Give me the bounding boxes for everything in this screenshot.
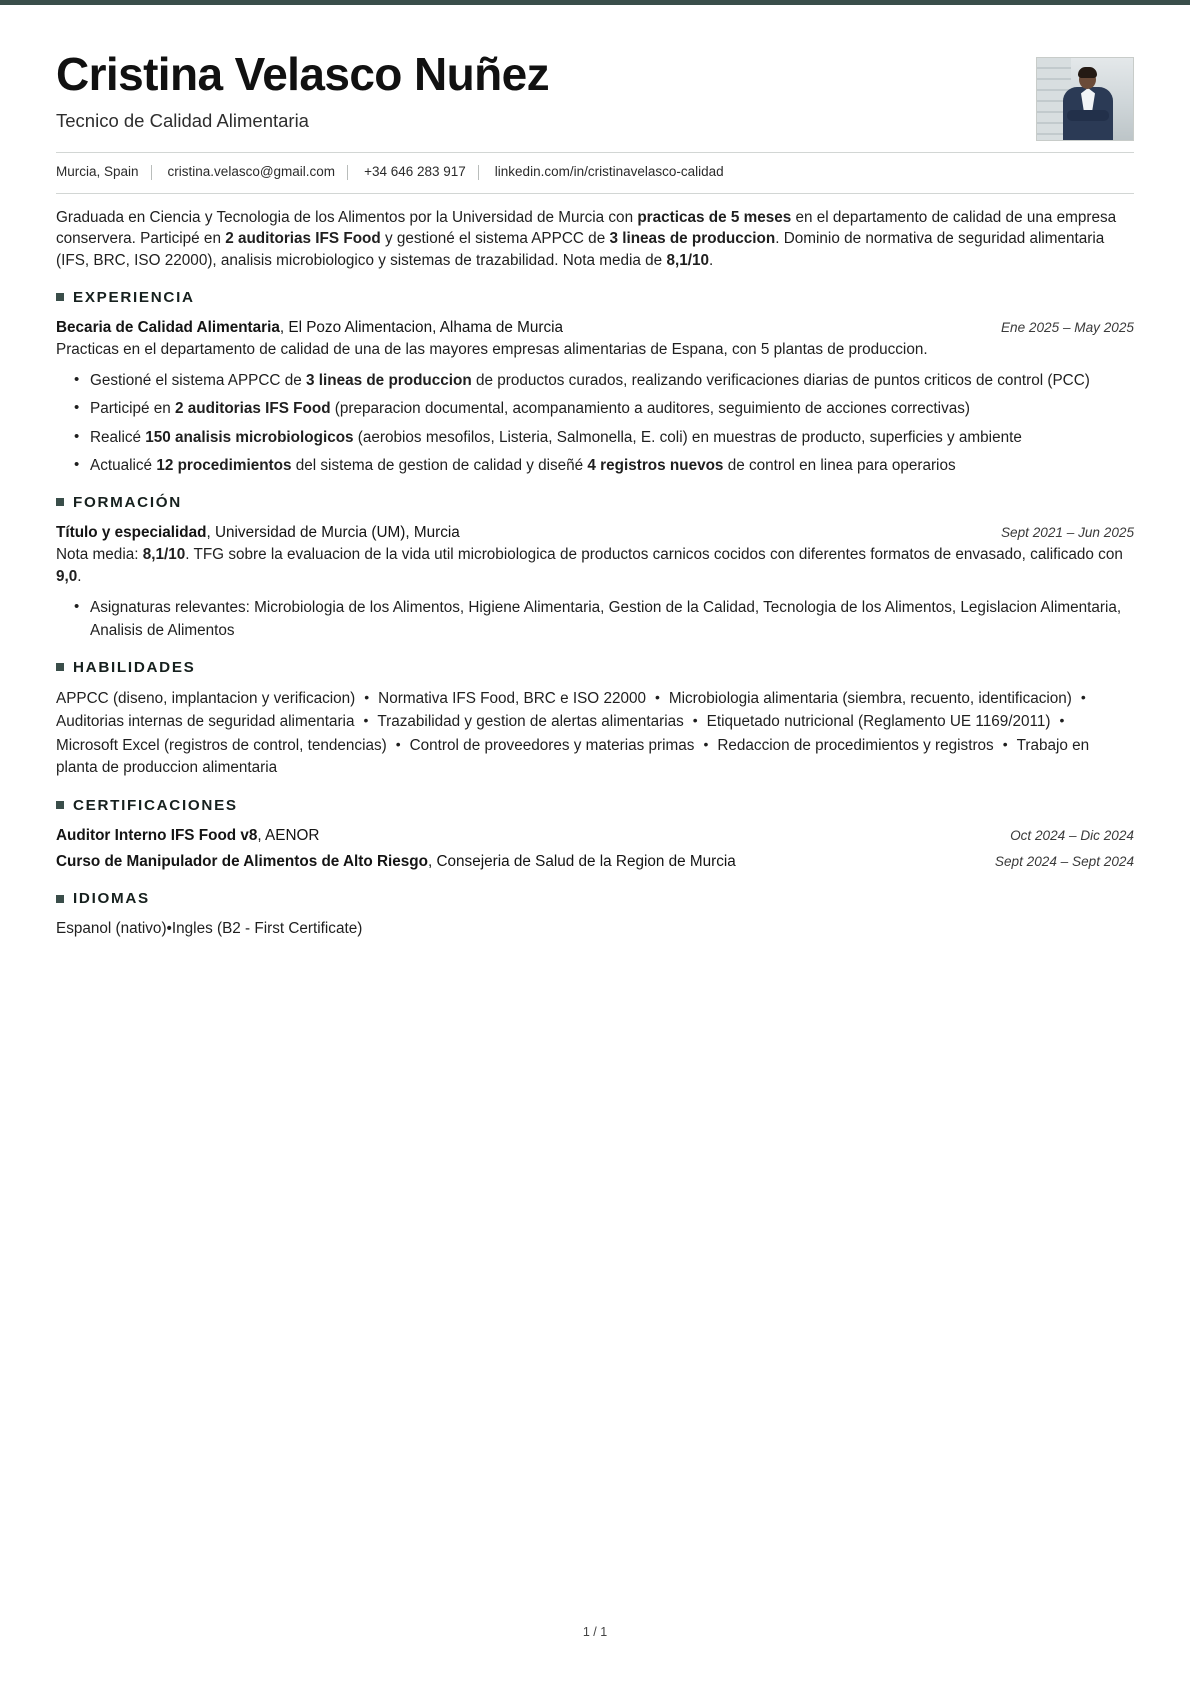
page-footer: 1 / 1 (582, 1625, 608, 1639)
entry-description: Practicas en el departamento de calidad de una de las mayores empresas alimentarias de Espana, con 5 plantas de produccion. (56, 341, 928, 359)
section-heading-certificaciones (56, 797, 1134, 814)
bullet-item (90, 427, 1134, 449)
skill-separator-dot-icon: • (654, 688, 660, 705)
section-heading-formacion (56, 494, 1134, 511)
language-item: Ingles (B2 - First Certificate) (171, 920, 363, 938)
emphasis-text: 8,1/10 (142, 546, 186, 564)
entry-organization: , El Pozo Alimentacion, Alhama de Murcia (279, 318, 564, 336)
skill-item: Trazabilidad y gestion de alertas alimentarias (377, 713, 684, 731)
contact-line (56, 152, 1134, 182)
body-text: Graduada en Ciencia y Tecnologia de los Alimentos por la Universidad de Murcia con (56, 208, 638, 226)
square-bullet-icon (56, 895, 64, 903)
body-text: y gestioné el sistema APPCC de (380, 230, 610, 248)
skill-item: Microbiologia alimentaria (siembra, recuento, identificacion) (668, 689, 1072, 707)
contact-item[interactable]: linkedin.com/in/cristinavelasco-calidad (494, 163, 724, 179)
language-item: Espanol (nativo) (56, 920, 167, 938)
skill-item: Control de proveedores y materias primas (409, 736, 695, 754)
body-text: (aerobios mesofilos, Listeria, Salmonella, E. coli) en muestras de producto, superficies y ambiente (353, 428, 1022, 446)
certification-date-range: Oct 2024 – Dic 2024 (1010, 827, 1134, 843)
body-text: del sistema de gestion de calidad y diseñé (291, 456, 588, 474)
skill-separator-dot-icon: • (703, 735, 709, 752)
entry-header-row (56, 522, 1134, 544)
square-bullet-icon (56, 801, 64, 809)
experiencia-entry-list (56, 317, 1134, 477)
certification-issuer: , Consejeria de Salud de la Region de Murcia (427, 852, 736, 870)
emphasis-text: 2 auditorias IFS Food (225, 230, 381, 248)
body-text: (preparacion documental, acompanamiento a auditores, seguimiento de acciones correctivas) (330, 400, 970, 418)
section-idiomas (56, 890, 1134, 940)
section-habilidades (56, 659, 1134, 780)
skill-item: Redaccion de procedimientos y registros (717, 736, 994, 754)
body-text: de control en linea para operarios (723, 456, 956, 474)
bullet-item (90, 370, 1134, 392)
emphasis-text: 12 procedimientos (156, 456, 292, 474)
bullet-item (90, 597, 1134, 641)
contact-separator (478, 165, 479, 180)
certification-date-range: Sept 2024 – Sept 2024 (994, 853, 1134, 869)
body-text: Realicé (90, 428, 146, 446)
formacion-entry-list (56, 522, 1134, 642)
languages-list (56, 918, 1134, 940)
header-text-block (56, 50, 1036, 148)
entry-date-range: Sept 2021 – Jun 2025 (1000, 524, 1134, 540)
square-bullet-icon (56, 663, 64, 671)
section-experiencia (56, 289, 1134, 477)
entry-role: Título y especialidad (56, 523, 207, 541)
skill-separator-dot-icon: • (1002, 735, 1008, 752)
bullet-item (90, 455, 1134, 477)
photo-arms (1067, 110, 1109, 121)
resume-entry (56, 317, 1134, 477)
emphasis-text: 3 lineas de produccion (609, 230, 776, 248)
resume-content (0, 5, 1190, 940)
body-text: Actualicé (90, 456, 157, 474)
section-heading-label: IDIOMAS (73, 890, 150, 908)
body-text: . Dominio de normativa de seguridad alimentaria (IFS, BRC, ISO 22000), analisis microbiologico y sistemas de trazabilidad. Nota media de (56, 230, 1105, 270)
candidate-name: Cristina Velasco Nuñez (56, 48, 549, 100)
entry-description (56, 544, 1134, 588)
emphasis-text: 9,0 (56, 568, 78, 586)
skill-separator-dot-icon: • (1080, 688, 1086, 705)
professional-summary (56, 193, 1134, 272)
skill-separator-dot-icon: • (364, 688, 370, 705)
contact-item[interactable]: cristina.velasco@gmail.com (167, 163, 336, 179)
section-heading-label: HABILIDADES (73, 658, 196, 676)
skill-item: APPCC (diseno, implantacion y verificacion) (56, 689, 356, 707)
entry-title (56, 522, 981, 544)
certification-row (56, 825, 1134, 847)
section-formacion (56, 494, 1134, 642)
body-text: . (708, 252, 714, 270)
contact-separator (347, 165, 348, 180)
certification-name: Auditor Interno IFS Food v8 (56, 826, 258, 844)
body-text: Gestioné el sistema APPCC de (90, 372, 306, 390)
certification-row (56, 851, 1134, 873)
skill-separator-dot-icon: • (363, 712, 369, 729)
candidate-job-title: Tecnico de Calidad Alimentaria (56, 109, 309, 131)
section-heading-habilidades (56, 659, 1134, 676)
emphasis-text: 3 lineas de produccion (305, 372, 472, 390)
skills-list (56, 687, 1134, 780)
entry-bullet-list (56, 597, 1134, 641)
skill-item: Trabajo en planta de produccion alimentaria (56, 736, 1090, 777)
contact-item: Murcia, Spain (56, 163, 139, 179)
body-text: . (77, 568, 82, 586)
body-text: . TFG sobre la evaluacion de la vida util microbiologica de productos carnicos cocidos con diferentes formatos de envasado, calificado con (185, 546, 1123, 564)
body-text: Nota media: (56, 546, 143, 564)
contact-separator (151, 165, 152, 180)
emphasis-text: 4 registros nuevos (587, 456, 724, 474)
emphasis-text: practicas de 5 meses (637, 208, 792, 226)
section-heading-label: FORMACIÓN (73, 493, 182, 511)
skill-item: Etiquetado nutricional (Reglamento UE 1169/2011) (706, 713, 1051, 731)
contact-item[interactable]: +34 646 283 917 (364, 163, 466, 179)
section-heading-experiencia (56, 289, 1134, 306)
photo-hair (1078, 67, 1097, 78)
skill-separator-dot-icon: • (692, 712, 698, 729)
certification-name: Curso de Manipulador de Alimentos de Alto Riesgo (56, 852, 428, 870)
body-text: Participé en (90, 400, 176, 418)
skill-separator-dot-icon: • (395, 735, 401, 752)
skill-item: Microsoft Excel (registros de control, tendencias) (56, 736, 387, 754)
body-text: en el departamento de calidad de una empresa conservera. Participé en (56, 208, 1117, 248)
square-bullet-icon (56, 498, 64, 506)
certification-issuer: , AENOR (257, 826, 320, 844)
entry-organization: , Universidad de Murcia (UM), Murcia (206, 523, 460, 541)
resume-header (56, 50, 1134, 148)
entry-bullet-list (56, 370, 1134, 477)
entry-date-range: Ene 2025 – May 2025 (1000, 319, 1134, 335)
bullet-item (90, 398, 1134, 420)
emphasis-text: 150 analisis microbiologicos (145, 428, 354, 446)
body-text: de productos curados, realizando verificaciones diarias de puntos criticos de control (PCC) (471, 372, 1090, 390)
entry-header-row (56, 317, 1134, 339)
entry-title (56, 317, 981, 339)
section-heading-label: CERTIFICACIONES (73, 796, 238, 814)
emphasis-text: 8,1/10 (666, 252, 709, 270)
square-bullet-icon (56, 293, 64, 301)
entry-role: Becaria de Calidad Alimentaria (56, 318, 280, 336)
section-heading-label: EXPERIENCIA (73, 288, 195, 306)
skill-separator-dot-icon: • (1059, 712, 1065, 729)
candidate-photo (1036, 57, 1134, 141)
skill-item: Auditorias internas de seguridad alimentaria (56, 713, 355, 731)
certification-title (56, 851, 975, 873)
section-heading-idiomas (56, 890, 1134, 907)
certification-title (56, 825, 990, 847)
section-certificaciones (56, 797, 1134, 873)
emphasis-text: 2 auditorias IFS Food (175, 400, 331, 418)
skill-item: Normativa IFS Food, BRC e ISO 22000 (378, 689, 646, 707)
resume-entry (56, 522, 1134, 642)
language-separator-dot-icon: • (166, 920, 172, 938)
certificaciones-entry-list (56, 825, 1134, 873)
body-text: Asignaturas relevantes: Microbiologia de los Alimentos, Higiene Alimentaria, Gestion de la Calidad, Tecnologia de los Alimentos, Legislacion Alimentaria, Analisis de Alimentos (90, 599, 1122, 639)
